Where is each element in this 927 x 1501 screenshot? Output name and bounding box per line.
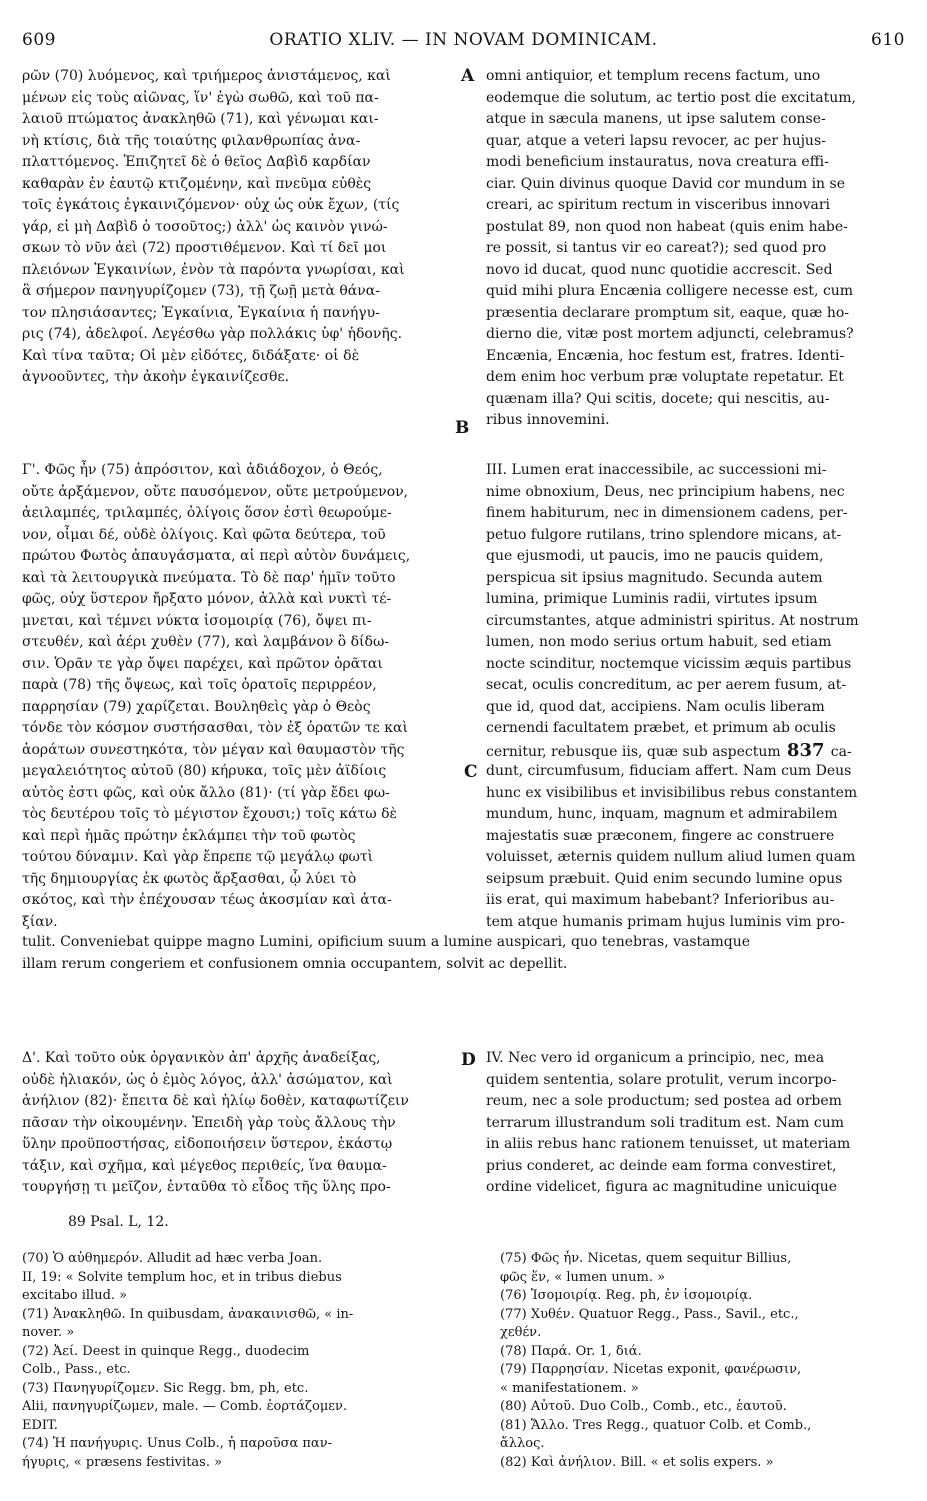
text-line: quid mihi plura Encænia colligere necesse est, cum	[486, 283, 854, 299]
text-line: mundum, hunc, inquam, magnum et admirabilem	[486, 806, 838, 822]
text-line: postulat 89, non quod non habeat (quis enim habe-	[486, 218, 848, 235]
text-line: cernitur, rebusque iis, quæ sub aspectum 837 ca-	[486, 739, 852, 761]
text-line: Encænia, Encænia, hoc festum est, fratres. Identi-	[486, 347, 845, 364]
text-line: πρώτου Φωτὸς ἀπαυγάσματα, αἱ περὶ αὐτὸν δυνάμεις,	[22, 548, 411, 564]
text-line: omni antiquior, et templum recens factum, uno	[486, 68, 821, 84]
footnote-line: « manifestationem. »	[500, 1380, 639, 1396]
text-line: ribus innovemini.	[486, 412, 610, 428]
text-line: ἀνήλιον (82)· ἔπειτα δὲ καὶ ἡλίῳ δοθὲν, καταφωτίζειν	[22, 1093, 409, 1109]
footnote-line: nover. »	[22, 1325, 75, 1340]
text-line: lumen, non modo serius ortum habuit, sed etiam	[486, 634, 832, 650]
scripture-reference: 89 Psal. L, 12.	[68, 1214, 169, 1230]
text-line: modi beneficium instauratus, nova creatura effi-	[486, 154, 829, 170]
text-line: que ejusmodi, ut paucis, imo ne paucis quidem,	[486, 548, 824, 564]
footnotes-left	[22, 1250, 458, 1472]
text-line: παρὰ (78) τῆς ὄψεως, καὶ τοῖς ὁρατοῖς περιρρέον,	[22, 677, 377, 693]
text-line: majestatis suæ præconem, fingere ac construere	[486, 827, 835, 844]
text-line: atque in sæcula manens, ut ipse salutem conse-	[486, 111, 826, 127]
column-number-suffix: ca-	[830, 743, 852, 760]
text-line: petuo fulgore rutilans, trino splendore micans, at-	[486, 526, 842, 543]
page-header	[22, 30, 905, 56]
text-line: re possit, si tantus vir eo careat?); sed quod pro	[486, 240, 827, 256]
text-line: iis erat, qui maximum habebant? Inferioribus au-	[486, 892, 835, 908]
greek-text-block-3	[22, 1048, 458, 1199]
footnote-line: (71) Ἀνακληθῶ. In quibusdam, ἀνακαινισθῶ, « in-	[22, 1306, 354, 1322]
text-line: αὐτὸς ἐστι φῶς, καὶ οὐκ ἄλλο (81)· (τί γὰρ ἔδει φω-	[22, 784, 390, 801]
latin-text-block-2	[486, 460, 906, 933]
latin-text-block-1	[486, 66, 906, 432]
margin-marker-c: C	[464, 762, 478, 782]
footnotes-right	[500, 1250, 906, 1472]
text-line: ἀγνοοῦντες, τὴν ἀκοὴν ἐγκαινίζεσθε.	[22, 369, 290, 385]
text-line: φῶς, οὐχ ὕστερον ἤρξατο μόνον, ἀλλὰ καὶ νυκτὶ τέ-	[22, 591, 392, 607]
column-number: 837	[780, 739, 831, 761]
footnote-line: (80) Αὐτοῦ. Duo Colb., Comb., etc., ἑαυτοῦ.	[500, 1399, 787, 1414]
text-line: σκων τὸ νῦν ἀεὶ (72) προστιθέμενον. Καὶ τί δεῖ μοι	[22, 240, 387, 256]
text-line: nime obnoxium, Deus, nec principium habens, nec	[486, 483, 845, 500]
footnote-line: (70) Ὁ αὐθημερόν. Alludit ad hæc verba Joan.	[22, 1251, 323, 1266]
footnote-line: (72) Ἀεί. Deest in quinque Regg., duodecim	[22, 1343, 310, 1359]
text-line: παρρησίαν (79) χαρίζεται. Βουληθεὶς γὰρ ὁ Θεὸς	[22, 698, 371, 715]
text-line: πλειόνων Ἐγκαινίων, ἐνὸν τὰ παρόντα γνωρίσαι, καὶ	[22, 261, 405, 278]
text-line: tulit. Conveniebat quippe magno Lumini, opificium suum a lumine auspicari, quo tenebras, vastamque	[22, 934, 751, 950]
text-line: Καὶ τίνα ταῦτα; Οἱ μὲν εἰδότες, διδάξατε· οἱ δὲ	[22, 347, 360, 364]
text-line: finem habiturum, nec in dimensionem cadens, per-	[486, 505, 848, 521]
text-line: novo id ducat, quod nunc quotidie accrescit. Sed	[486, 261, 833, 278]
text-line: prius conderet, ac deinde eam forma convestiret,	[486, 1157, 837, 1174]
text-line: voluisset, æternis quidem nullum aliud lumen quam	[486, 849, 856, 865]
margin-marker-d: D	[461, 1050, 476, 1070]
text-line: quænam illa? Qui scitis, docete; qui nescitis, au-	[486, 390, 830, 407]
footnote-line: EDIT.	[22, 1417, 58, 1433]
footnote-line: (77) Χυθέν. Quatuor Regg., Pass., Savil., etc.,	[500, 1306, 799, 1322]
text-line: στευθέν, καὶ ἀέρι χυθὲν (77), καὶ λαμβάνον ὃ δίδω-	[22, 634, 390, 650]
text-line: hunc ex visibilibus et invisibilibus rebus constantem	[486, 784, 858, 801]
latin-text-block-3	[486, 1048, 906, 1199]
text-line: III. Lumen erat inaccessibile, ac successioni mi-	[486, 462, 827, 478]
greek-text-block-2	[22, 460, 458, 933]
text-line: ἀειλαμπές, τριλαμπές, ὀλίγοις ὅσον ἐστὶ θεωρούμε-	[22, 505, 392, 521]
text-line: λαιοῦ πτώματος ἀνακληθῶ (71), καὶ γένωμαι και-	[22, 111, 379, 127]
footnote-line: Alii, πανηγυρίζωμεν, male. — Comb. ἑορτάζομεν.	[22, 1399, 348, 1414]
full-width-text	[22, 932, 906, 975]
text-line: creari, ac spiritum rectum in visceribus innovari	[486, 197, 831, 213]
text-line: τούτου δύναμιν. Καὶ γὰρ ἔπρεπε τῷ μεγάλῳ φωτὶ	[22, 849, 374, 865]
text-line: μνεται, καὶ τέμνει νύκτα ἰσομοιρίᾳ (76), ὄψει πι-	[22, 612, 372, 629]
footnote-line: Colb., Pass., etc.	[22, 1362, 131, 1377]
text-line: cernendi facultatem præbet, et primum ab oculis	[486, 720, 836, 736]
footnote-line: (74) Ἡ πανήγυρις. Unus Colb., ἡ παροῦσα παν-	[22, 1436, 332, 1451]
footnote-line: ήγυρις, « præsens festivitas. »	[22, 1454, 223, 1470]
text-line: ἃ σήμερον πανηγυρίζομεν (73), τῇ ζωῇ μετὰ θάνα-	[22, 283, 380, 299]
text-line: ρῶν (70) λυόμενος, καὶ τριήμερος ἀνιστάμενος, καὶ	[22, 68, 391, 84]
text-line: σκότος, καὶ τὴν ἐπέχουσαν τέως ἀκοσμίαν καὶ ἀτα-	[22, 892, 392, 908]
running-title: ORATIO XLIV. — IN NOVAM DOMINICAM.	[269, 30, 658, 50]
text-line: tem atque humanis primam hujus luminis vim pro-	[486, 913, 845, 930]
footnote-line: χεθέν.	[500, 1325, 542, 1340]
text-line: ὕλην προϋποστήσας, εἰδοποιήσειν ὕστερον, ἑκάστῳ	[22, 1136, 393, 1152]
text-line: quar, atque a veteri lapsu revocer, ac per hujus-	[486, 132, 826, 149]
text-line: τῆς δημιουργίας ἐκ φωτὸς ἄρξασθαι, ᾧ λύει τὸ	[22, 870, 357, 887]
margin-marker-a: A	[461, 66, 475, 86]
text-line: πλαττόμενος. Ἐπιζητεῖ δὲ ὁ θεῖος Δαβὶδ καρδίαν	[22, 154, 371, 170]
text-line: dierno die, vitæ post mortem adjuncti, celebramus?	[486, 326, 854, 342]
text-line: πᾶσαν τὴν οἰκουμένην. Ἐπειδὴ γὰρ τοὺς ἄλλους τὴν	[22, 1114, 396, 1131]
text-line: quidem sententia, solare protulit, verum incorpo-	[486, 1071, 837, 1088]
text-line: eodemque die solutum, ac tertio post die excitatum,	[486, 89, 856, 106]
greek-text-block-1	[22, 66, 458, 389]
text-line: Γ'. Φῶς ἦν (75) ἀπρόσιτον, καὶ ἀδιάδοχον, ὁ Θεός,	[22, 462, 383, 478]
footnote-line: ἄλλος.	[500, 1436, 545, 1451]
text-line: τον πλησιάσαντες; Ἐγκαίνια, Ἐγκαίνια ἡ πανήγυ-	[22, 304, 380, 321]
text-line: nocte scinditur, noctemque vicissim æquis partibus	[486, 655, 852, 672]
footnote-line: (75) Φῶς ἦν. Nicetas, quem sequitur Billius,	[500, 1251, 792, 1266]
text-line: terrarum illustrandum soli traditum est. Nam cum	[486, 1114, 845, 1131]
text-line: IV. Nec vero id organicum a principio, nec, mea	[486, 1050, 825, 1066]
footnote-line: (82) Καὶ ἀνήλιον. Bill. « et solis expers. »	[500, 1454, 774, 1470]
text-line: γάρ, εἰ μὴ Δαβὶδ ὁ τοσοῦτος;) ἀλλ' ὡς καινὸν γινώ-	[22, 218, 388, 235]
footnote-line: excitabo illud. »	[22, 1288, 128, 1303]
text-line: νὴ κτίσις, διὰ τῆς τοιαύτης φιλανθρωπίας ἀνα-	[22, 132, 361, 149]
text-line: secat, oculis concreditum, ac per aerem fusum, at-	[486, 677, 847, 693]
text-line: ξίαν.	[22, 913, 58, 930]
text-line: τόνδε τὸν κόσμον συστήσασθαι, τὸν ἐξ ὁρατῶν τε καὶ	[22, 720, 408, 736]
text-line: μένων εἰς τοὺς αἰῶνας, ἵν' ἐγὼ σωθῶ, καὶ τοῦ πα-	[22, 89, 379, 106]
footnote-line: II, 19: « Solvite templum hoc, et in tribus diebus	[22, 1269, 342, 1285]
footnote-line: (78) Παρά. Or. 1, διά.	[500, 1343, 642, 1359]
text-line: lumina, primique Luminis radii, virtutes ipsum	[486, 591, 818, 607]
text-line: ordine videlicet, figura ac magnitudine unicuique	[486, 1179, 838, 1195]
page-number-right: 610	[871, 30, 905, 50]
footnote-line: (81) Ἄλλο. Tres Regg., quatuor Colb. et Comb.,	[500, 1417, 812, 1433]
text-line: οὐδὲ ἡλιακόν, ὡς ὁ ἐμὸς λόγος, ἀλλ' ἀσώματον, καὶ	[22, 1071, 393, 1088]
text-line: ἀοράτων συνεστηκότα, τὸν μέγαν καὶ θαυμαστὸν τῆς	[22, 741, 405, 758]
footnote-line: φῶς ἕν, « lumen unum. »	[500, 1269, 666, 1285]
footnote-line: (76) Ἰσομοιρίᾳ. Reg. ph, ἐν ἰσομοιρίᾳ.	[500, 1288, 753, 1303]
page-number-left: 609	[22, 30, 56, 50]
text-line: circumstantes, atque administri spiritus. At nostrum	[486, 612, 859, 629]
text-line: ρις (74), ἀδελφοί. Λεγέσθω γὰρ πολλάκις ὑφ' ἡδονῆς.	[22, 326, 403, 342]
text-line: τάξιν, καὶ σχῆμα, καὶ μέγεθος περιθείς, ἵνα θαυμα-	[22, 1157, 387, 1174]
text-line: μεγαλειότητος αὐτοῦ (80) κήρυκα, τοῖς μὲν ἀϊδίοις	[22, 763, 387, 779]
text-line: illam rerum congeriem et confusionem omnia occupantem, solvit ac depellit.	[22, 955, 568, 972]
footnote-line: (73) Πανηγυρίζομεν. Sic Regg. bm, ph, etc.	[22, 1380, 309, 1396]
margin-marker-b: B	[455, 418, 470, 438]
text-line: Δ'. Καὶ τοῦτο οὐκ ὀργανικὸν ἀπ' ἀρχῆς ἀναδείξας,	[22, 1050, 381, 1066]
text-line: ciar. Quin divinus quoque David cor mundum in se	[486, 175, 845, 192]
text-line: νον, οἶμαι δέ, οὐδὲ ὀλίγοις. Καὶ φῶτα δεύτερα, τοῦ	[22, 526, 386, 543]
text-line: dunt, circumfusum, fiduciam affert. Nam cum Deus	[486, 763, 852, 779]
text-line: reum, nec a sole productum; sed postea ad orbem	[486, 1093, 842, 1109]
text-line: perspicua sit ipsius magnitudo. Secunda autem	[486, 569, 823, 586]
text-line: τοῖς ἐγκάτοις ἐγκαινιζόμενον· οὐχ ὡς οὐκ ἔχων, (τίς	[22, 197, 400, 213]
text-line: σιν. Ὁρᾶν τε γὰρ ὄψει παρέχει, καὶ πρῶτον ὁρᾶται	[22, 655, 383, 672]
text-line: καθαρὰν ἐν ἑαυτῷ κτιζομένην, καὶ πνεῦμα εὐθὲς	[22, 175, 372, 192]
text-line: seipsum præbuit. Quid enim secundo lumine opus	[486, 870, 843, 887]
text-line: τουργήσῃ τι μεῖζον, ἐνταῦθα τὸ εἶδος τῆς ὕλης προ-	[22, 1179, 391, 1195]
text-line: οὔτε ἀρξάμενον, οὔτε παυσόμενον, οὔτε μετρούμενον,	[22, 483, 409, 500]
text-line: que id, quod dat, accipiens. Nam oculis liberam	[486, 698, 825, 715]
text-line: præsentia declarare promptum sit, eaque, quæ ho-	[486, 304, 850, 321]
text-line: τὸς δευτέρου τοῖς τὸ μέγιστον ἔχουσι;) τοῖς κάτω δὲ	[22, 806, 398, 822]
text-line: καὶ τὰ λειτουργικὰ πνεύματα. Τὸ δὲ παρ' ἡμῖν τοῦτο	[22, 569, 396, 586]
text-line: in aliis rebus hanc rationem tenuisset, ut materiam	[486, 1136, 851, 1152]
text-line: dem enim hoc verbum præ voluptate repetatur. Et	[486, 369, 844, 385]
text-line: καὶ περὶ ἡμᾶς πρώτην ἐκλάμπει τὴν τοῦ φωτὸς	[22, 827, 356, 844]
footnote-line: (79) Παρρησίαν. Nicetas exponit, φανέρωσιν,	[500, 1362, 802, 1377]
